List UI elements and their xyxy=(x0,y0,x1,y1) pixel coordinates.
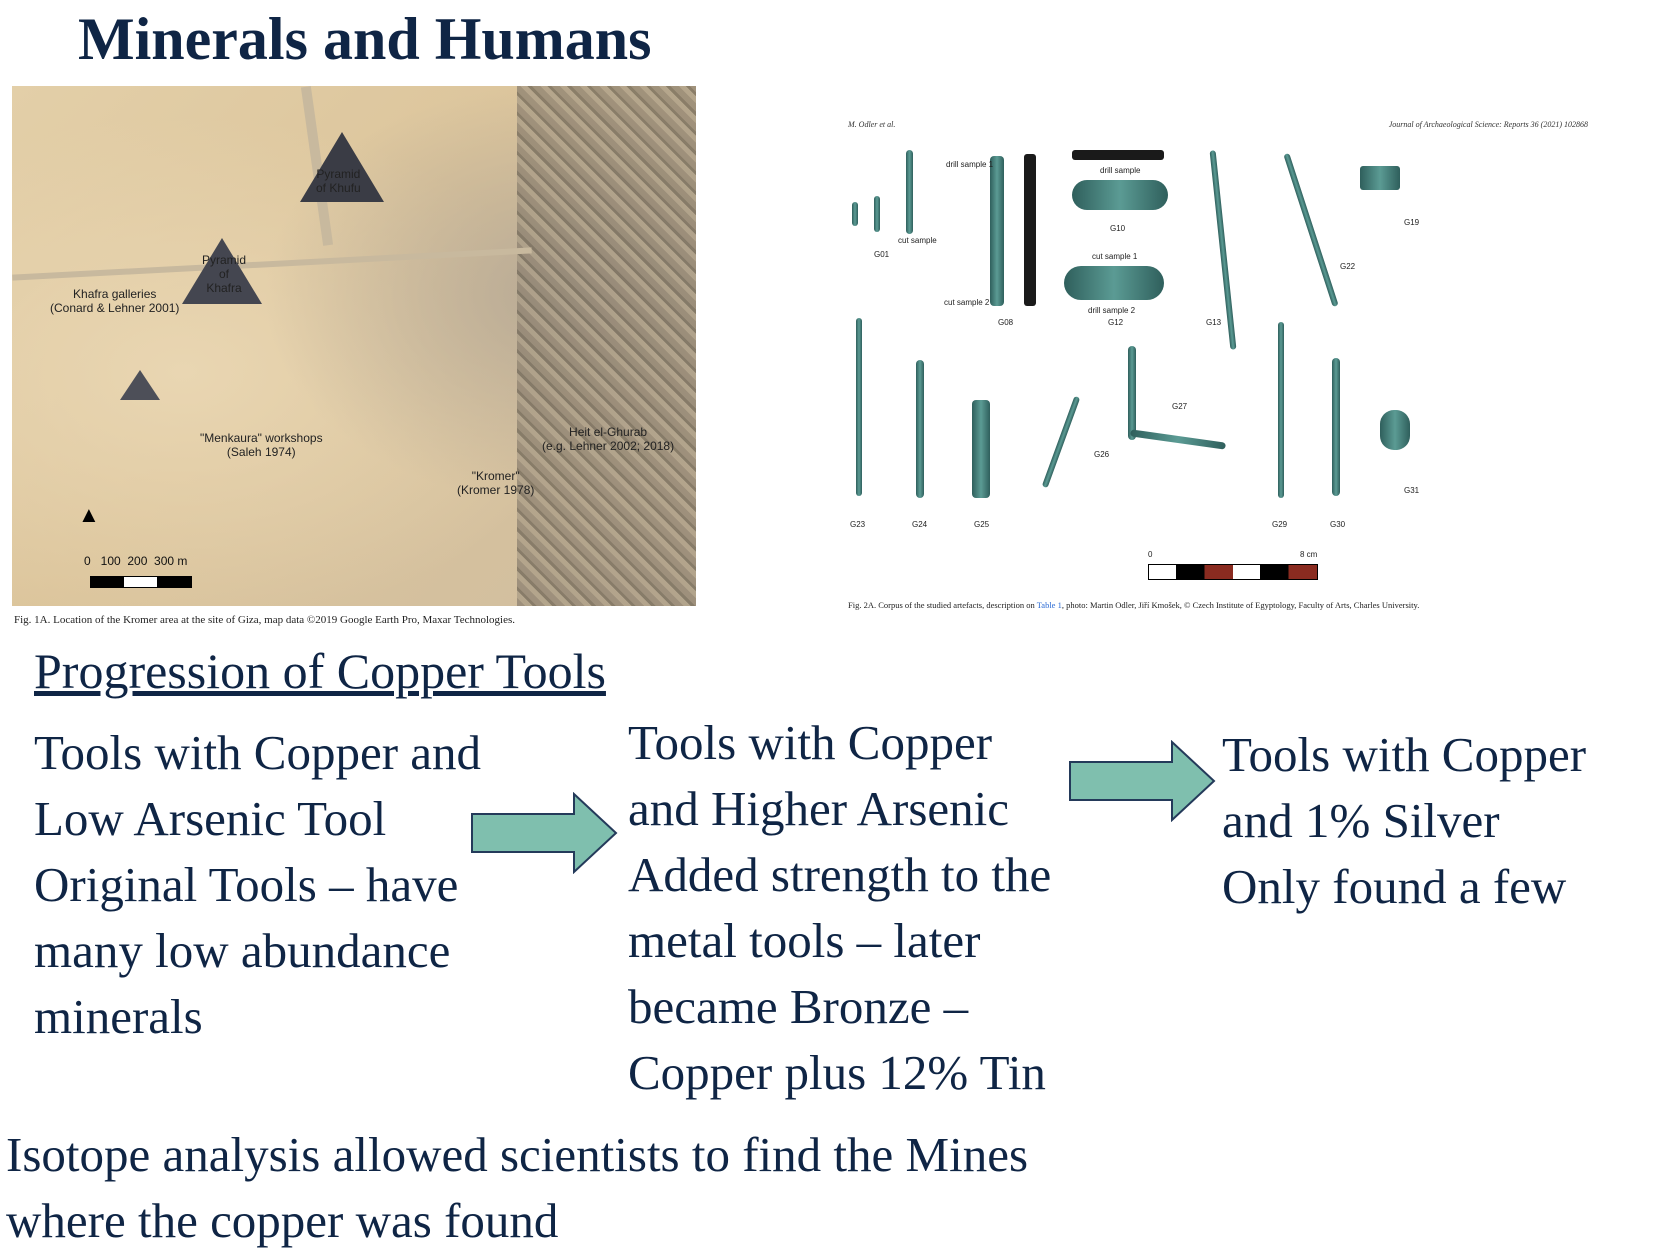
artifact-g24 xyxy=(916,360,924,498)
map-scale-labels: 0 100 200 300 m xyxy=(84,554,188,568)
code-g26: G26 xyxy=(1094,450,1110,459)
figure-scale-bar xyxy=(1148,564,1318,580)
artifact-g23 xyxy=(856,318,862,496)
artifact-g12 xyxy=(1064,266,1164,300)
arrow-right-icon xyxy=(470,792,620,874)
khufu-label: Pyramid of Khufu xyxy=(316,167,361,195)
artifact-g08-section xyxy=(1024,154,1036,306)
code-g19: G19 xyxy=(1404,218,1420,227)
artifact-g29 xyxy=(1278,322,1284,498)
col1-line: Low Arsenic Tool xyxy=(34,791,387,846)
col3-line: and 1% Silver xyxy=(1222,793,1500,848)
caption-text-continued: , photo: Martin Odler, Jiří Kmošek, © Czech Institute of Egyptology, Faculty of Arts, Charles University. xyxy=(1061,600,1420,610)
isotope-analysis-text xyxy=(6,1122,1028,1254)
col1-line: Original Tools – have xyxy=(34,857,459,912)
col1-line: minerals xyxy=(34,989,203,1044)
heit-label: Heit el-Ghurab (e.g. Lehner 2002; 2018) xyxy=(542,425,675,453)
artifact-g19 xyxy=(1360,166,1400,190)
column-higher-arsenic xyxy=(628,710,1051,1106)
bottom-line: where the copper was found xyxy=(6,1193,559,1248)
col2-line: Copper plus 12% Tin xyxy=(628,1045,1046,1100)
drill-sample-1-label: drill sample 1 xyxy=(946,160,994,169)
section-heading: Progression of Copper Tools xyxy=(34,643,606,699)
col2-line: became Bronze – xyxy=(628,979,969,1034)
artifact-g01 xyxy=(906,150,913,234)
artifact-g01-piece xyxy=(874,196,880,232)
code-g27: G27 xyxy=(1172,402,1188,411)
col3-line: Only found a few xyxy=(1222,859,1567,914)
artifacts-figure xyxy=(848,110,1588,630)
code-g22: G22 xyxy=(1340,262,1356,271)
col2-line: metal tools – later xyxy=(628,913,981,968)
artifact-g10 xyxy=(1072,180,1168,210)
figure-header-authors: M. Odler et al. xyxy=(848,120,896,129)
code-g01: G01 xyxy=(874,250,890,259)
artifact-g27 xyxy=(1128,346,1136,440)
arrow-right-icon xyxy=(1068,740,1218,822)
code-g25: G25 xyxy=(974,520,990,529)
khafra-galleries-label: Khafra galleries (Conard & Lehner 2001) xyxy=(50,287,180,315)
code-g29: G29 xyxy=(1272,520,1288,529)
cut-sample-label: cut sample xyxy=(898,236,937,245)
artifact-g08 xyxy=(990,156,1004,306)
code-g12: G12 xyxy=(1108,318,1124,327)
khafra-label: Pyramid of Khafra xyxy=(202,253,247,295)
north-arrow-icon: ▲ xyxy=(78,502,100,527)
scale-start-label: 0 xyxy=(1148,550,1153,559)
code-g23: G23 xyxy=(850,520,866,529)
column-silver xyxy=(1222,722,1586,920)
town-area xyxy=(517,86,696,606)
code-g10: G10 xyxy=(1110,224,1126,233)
menkaura-label: "Menkaura" workshops (Saleh 1974) xyxy=(200,431,323,459)
drill-sample-label: drill sample xyxy=(1100,166,1141,175)
col2-line: Tools with Copper xyxy=(628,715,993,770)
giza-satellite-map xyxy=(12,86,696,606)
table-1-link[interactable]: Table 1 xyxy=(1036,600,1062,610)
code-g24: G24 xyxy=(912,520,928,529)
artifact-g10-section xyxy=(1072,150,1164,160)
column-low-arsenic xyxy=(34,720,481,1050)
caption-text: Fig. 2A. Corpus of the studied artefacts, description on xyxy=(848,600,1037,610)
col3-line: Tools with Copper xyxy=(1222,727,1587,782)
col1-line: Tools with Copper and xyxy=(34,725,482,780)
code-g08: G08 xyxy=(998,318,1014,327)
artifact-g26 xyxy=(1042,396,1080,488)
figure-caption xyxy=(848,600,1588,612)
menkaure-pyramid xyxy=(120,370,160,400)
artifact-g25 xyxy=(972,400,990,498)
slide-title: Minerals and Humans xyxy=(78,6,652,72)
col2-line: Added strength to the xyxy=(628,847,1052,902)
artifact-g31 xyxy=(1380,410,1410,450)
figure-header-journal: Journal of Archaeological Science: Reports 36 (2021) 102868 xyxy=(1388,120,1588,129)
col2-line: and Higher Arsenic xyxy=(628,781,1009,836)
map-caption: Fig. 1A. Location of the Kromer area at the site of Giza, map data ©2019 Google Earth Pro, Maxar Technologies. xyxy=(14,614,516,626)
col1-line: many low abundance xyxy=(34,923,451,978)
code-g31: G31 xyxy=(1404,486,1420,495)
artifact-g22 xyxy=(1283,153,1338,307)
kromer-label: "Kromer" (Kromer 1978) xyxy=(457,469,535,497)
bottom-line: Isotope analysis allowed scientists to find the Mines xyxy=(6,1127,1029,1182)
artifact-g27-bend xyxy=(1130,429,1226,449)
artifact-g01-piece xyxy=(852,202,858,226)
drill-sample-2-label: drill sample 2 xyxy=(1088,306,1136,315)
code-g13: G13 xyxy=(1206,318,1222,327)
cut-sample-1-label: cut sample 1 xyxy=(1092,252,1138,261)
scale-end-label: 8 cm xyxy=(1300,550,1318,559)
road xyxy=(12,247,532,280)
map-scale-bar xyxy=(90,576,192,588)
code-g30: G30 xyxy=(1330,520,1346,529)
artifact-g30 xyxy=(1332,358,1340,496)
cut-sample-2-label: cut sample 2 xyxy=(944,298,990,307)
